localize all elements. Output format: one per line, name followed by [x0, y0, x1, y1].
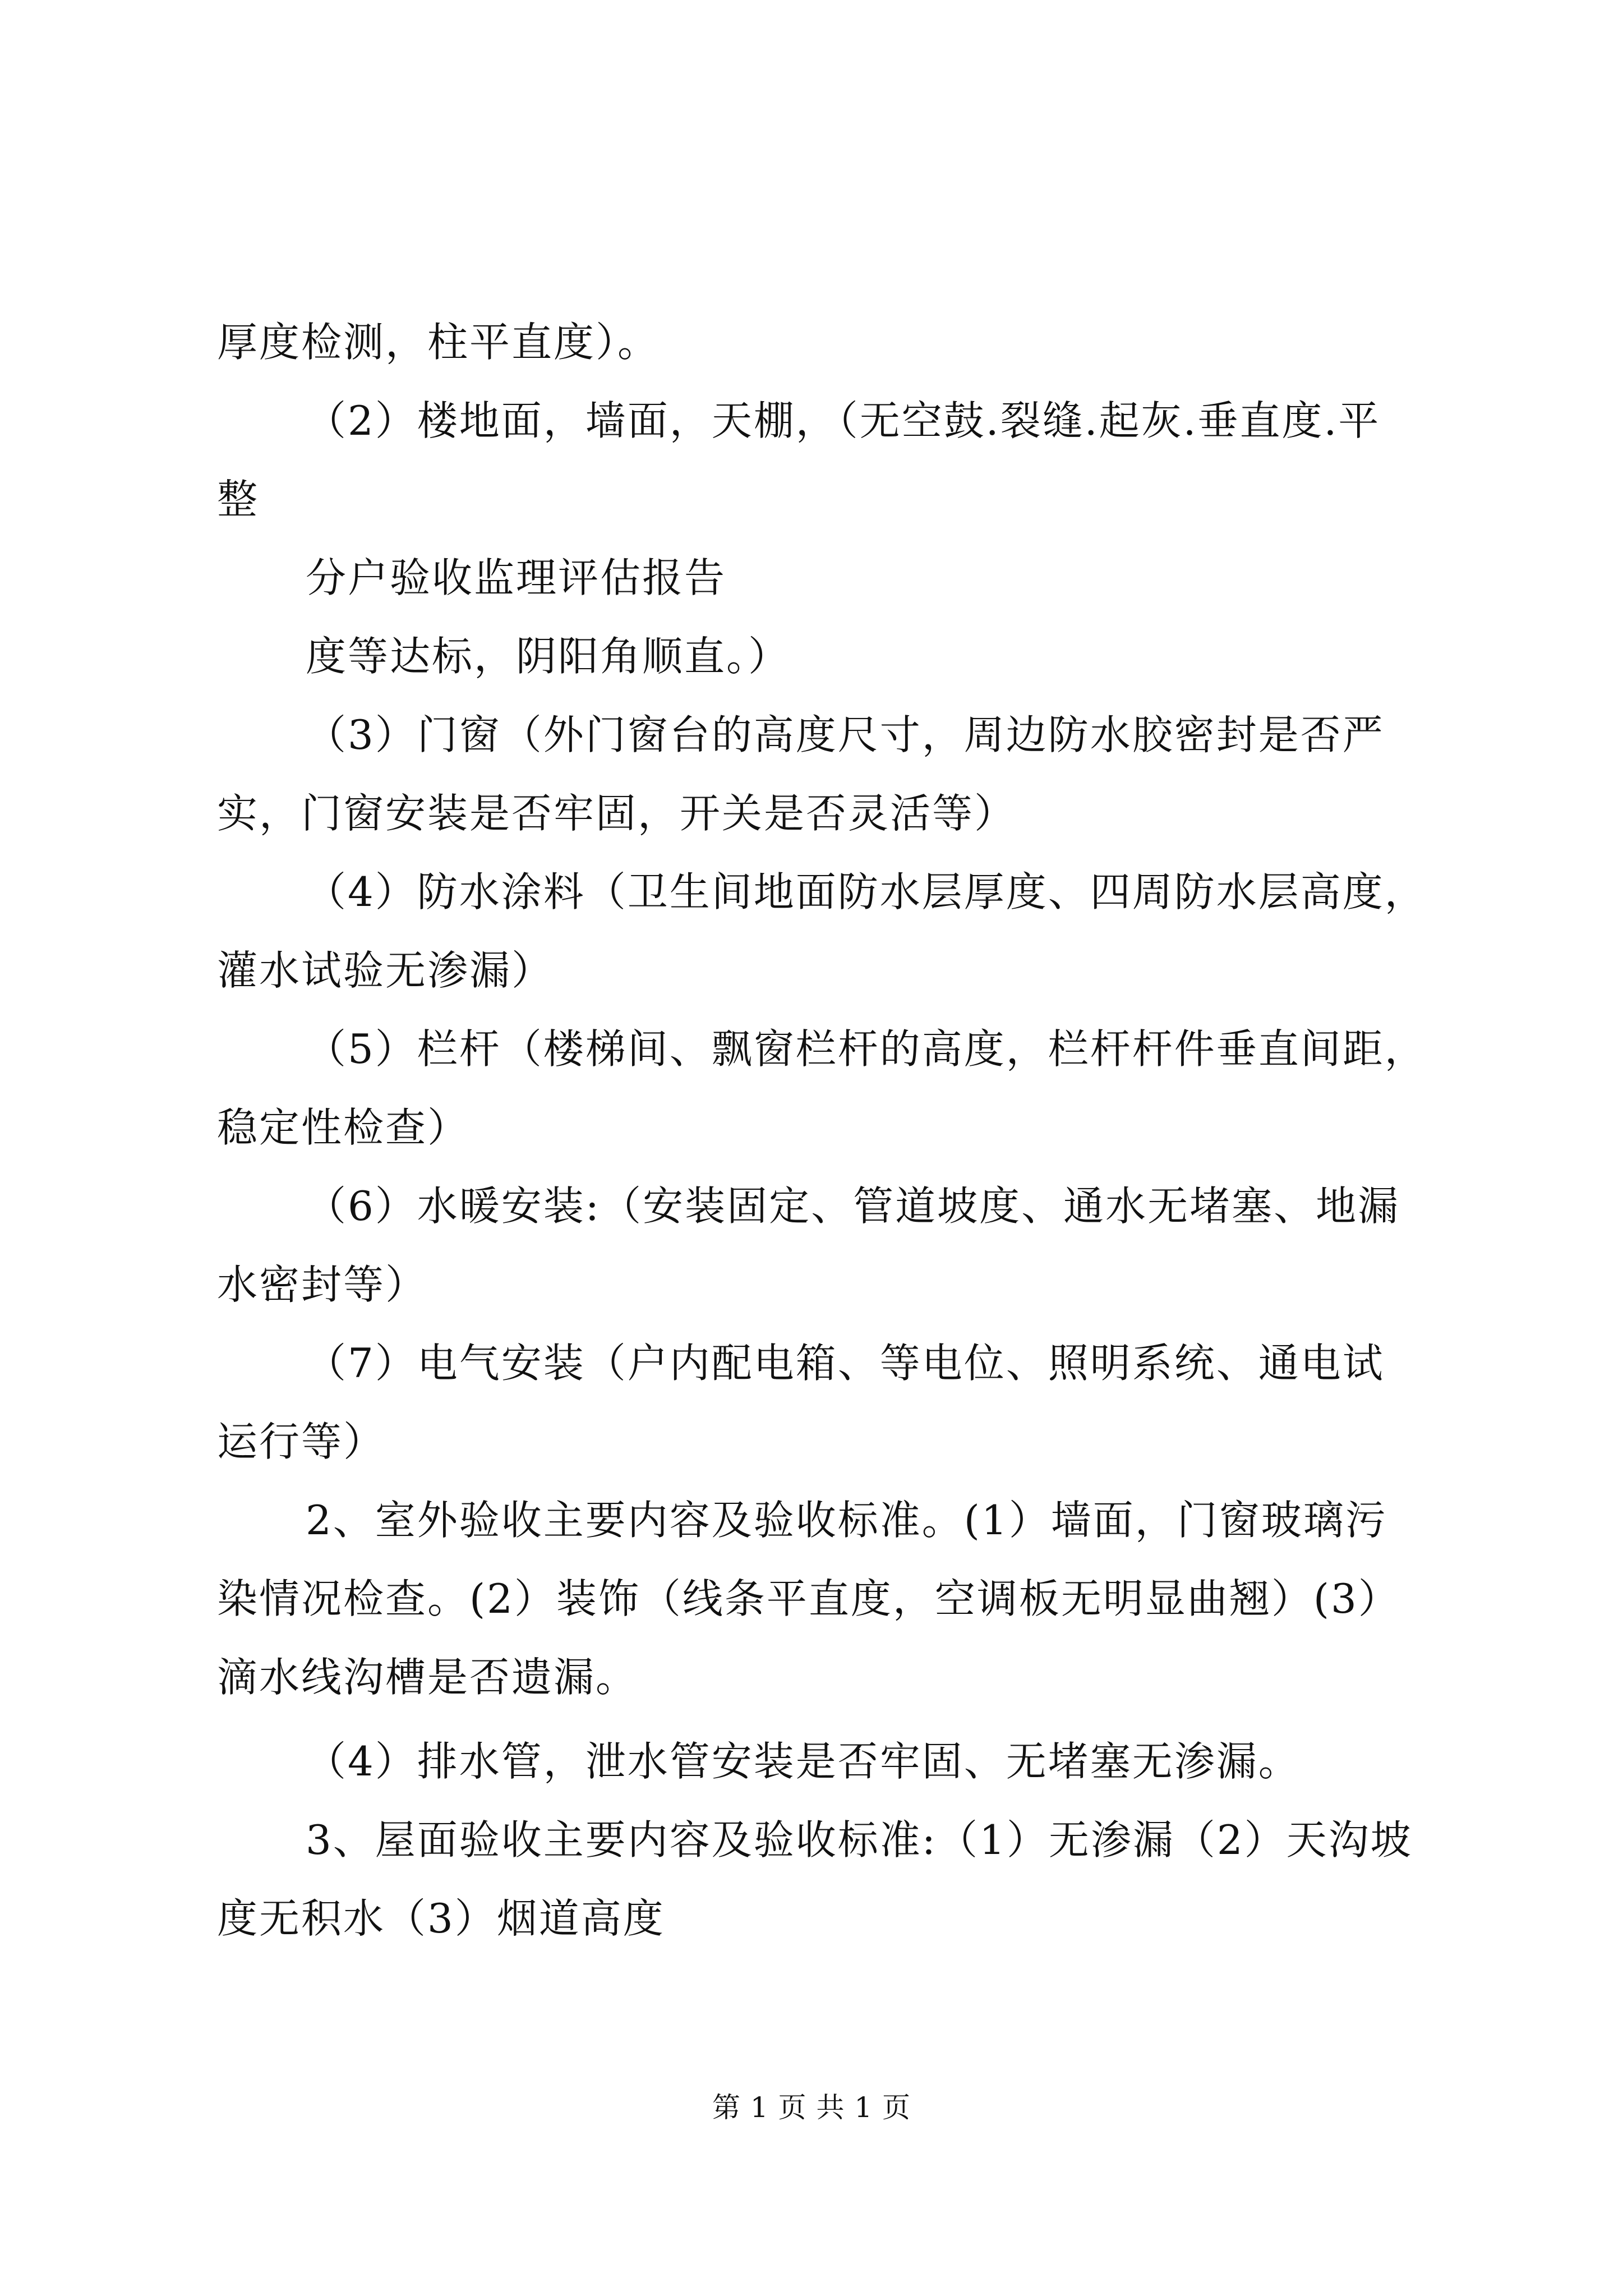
text-line: 3、屋面验收主要内容及验收标准:（1）无渗漏（2）天沟坡: [306, 1816, 1413, 1864]
text-line: 灌水试验无渗漏）: [217, 947, 554, 994]
text-line: 2、室外验收主要内容及验收标准。(1）墙面，门窗玻璃污: [306, 1497, 1387, 1544]
text-line: 厚度检测，柱平直度）。: [217, 319, 660, 366]
text-line: （3）门窗（外门窗台的高度尺寸，周边防水胶密封是否严: [306, 711, 1385, 758]
text-line: 整: [217, 476, 260, 523]
text-line: 度等达标，阴阳角顺直。）: [306, 633, 791, 680]
text-line: 运行等）: [217, 1418, 386, 1465]
text-line: （5）栏杆（楼梯间、飘窗栏杆的高度，栏杆杆件垂直间距，: [306, 1025, 1427, 1073]
text-line: 滴水线沟槽是否遗漏。: [217, 1654, 638, 1701]
text-line: 度无积水（3）烟道高度: [217, 1895, 665, 1942]
text-line: （7）电气安装（户内配电箱、等电位、照明系统、通电试: [306, 1340, 1385, 1387]
text-line: 染情况检查。(2）装饰（线条平直度，空调板无明显曲翘）(3）: [217, 1575, 1400, 1622]
text-line: （4）防水涂料（卫生间地面防水层厚度、四周防水层高度，: [306, 868, 1427, 915]
text-line: 水密封等）: [217, 1261, 428, 1308]
text-line: 分户验收监理评估报告: [306, 554, 727, 601]
text-line: （4）排水管，泄水管安装是否牢固、无堵塞无渗漏。: [306, 1738, 1301, 1785]
page-footer: 第 1 页 共 1 页: [712, 2091, 911, 2124]
text-line: （6）水暖安装:（安装固定、管道坡度、通水无堵塞、地漏: [306, 1182, 1400, 1230]
text-line: 稳定性检查）: [217, 1104, 470, 1151]
text-line: （2）楼地面，墙面，天棚，（无空鼓.裂缝.起灰.垂直度.平: [306, 397, 1381, 444]
text-line: 实，门窗安装是否牢固，开关是否灵活等）: [217, 790, 1017, 837]
